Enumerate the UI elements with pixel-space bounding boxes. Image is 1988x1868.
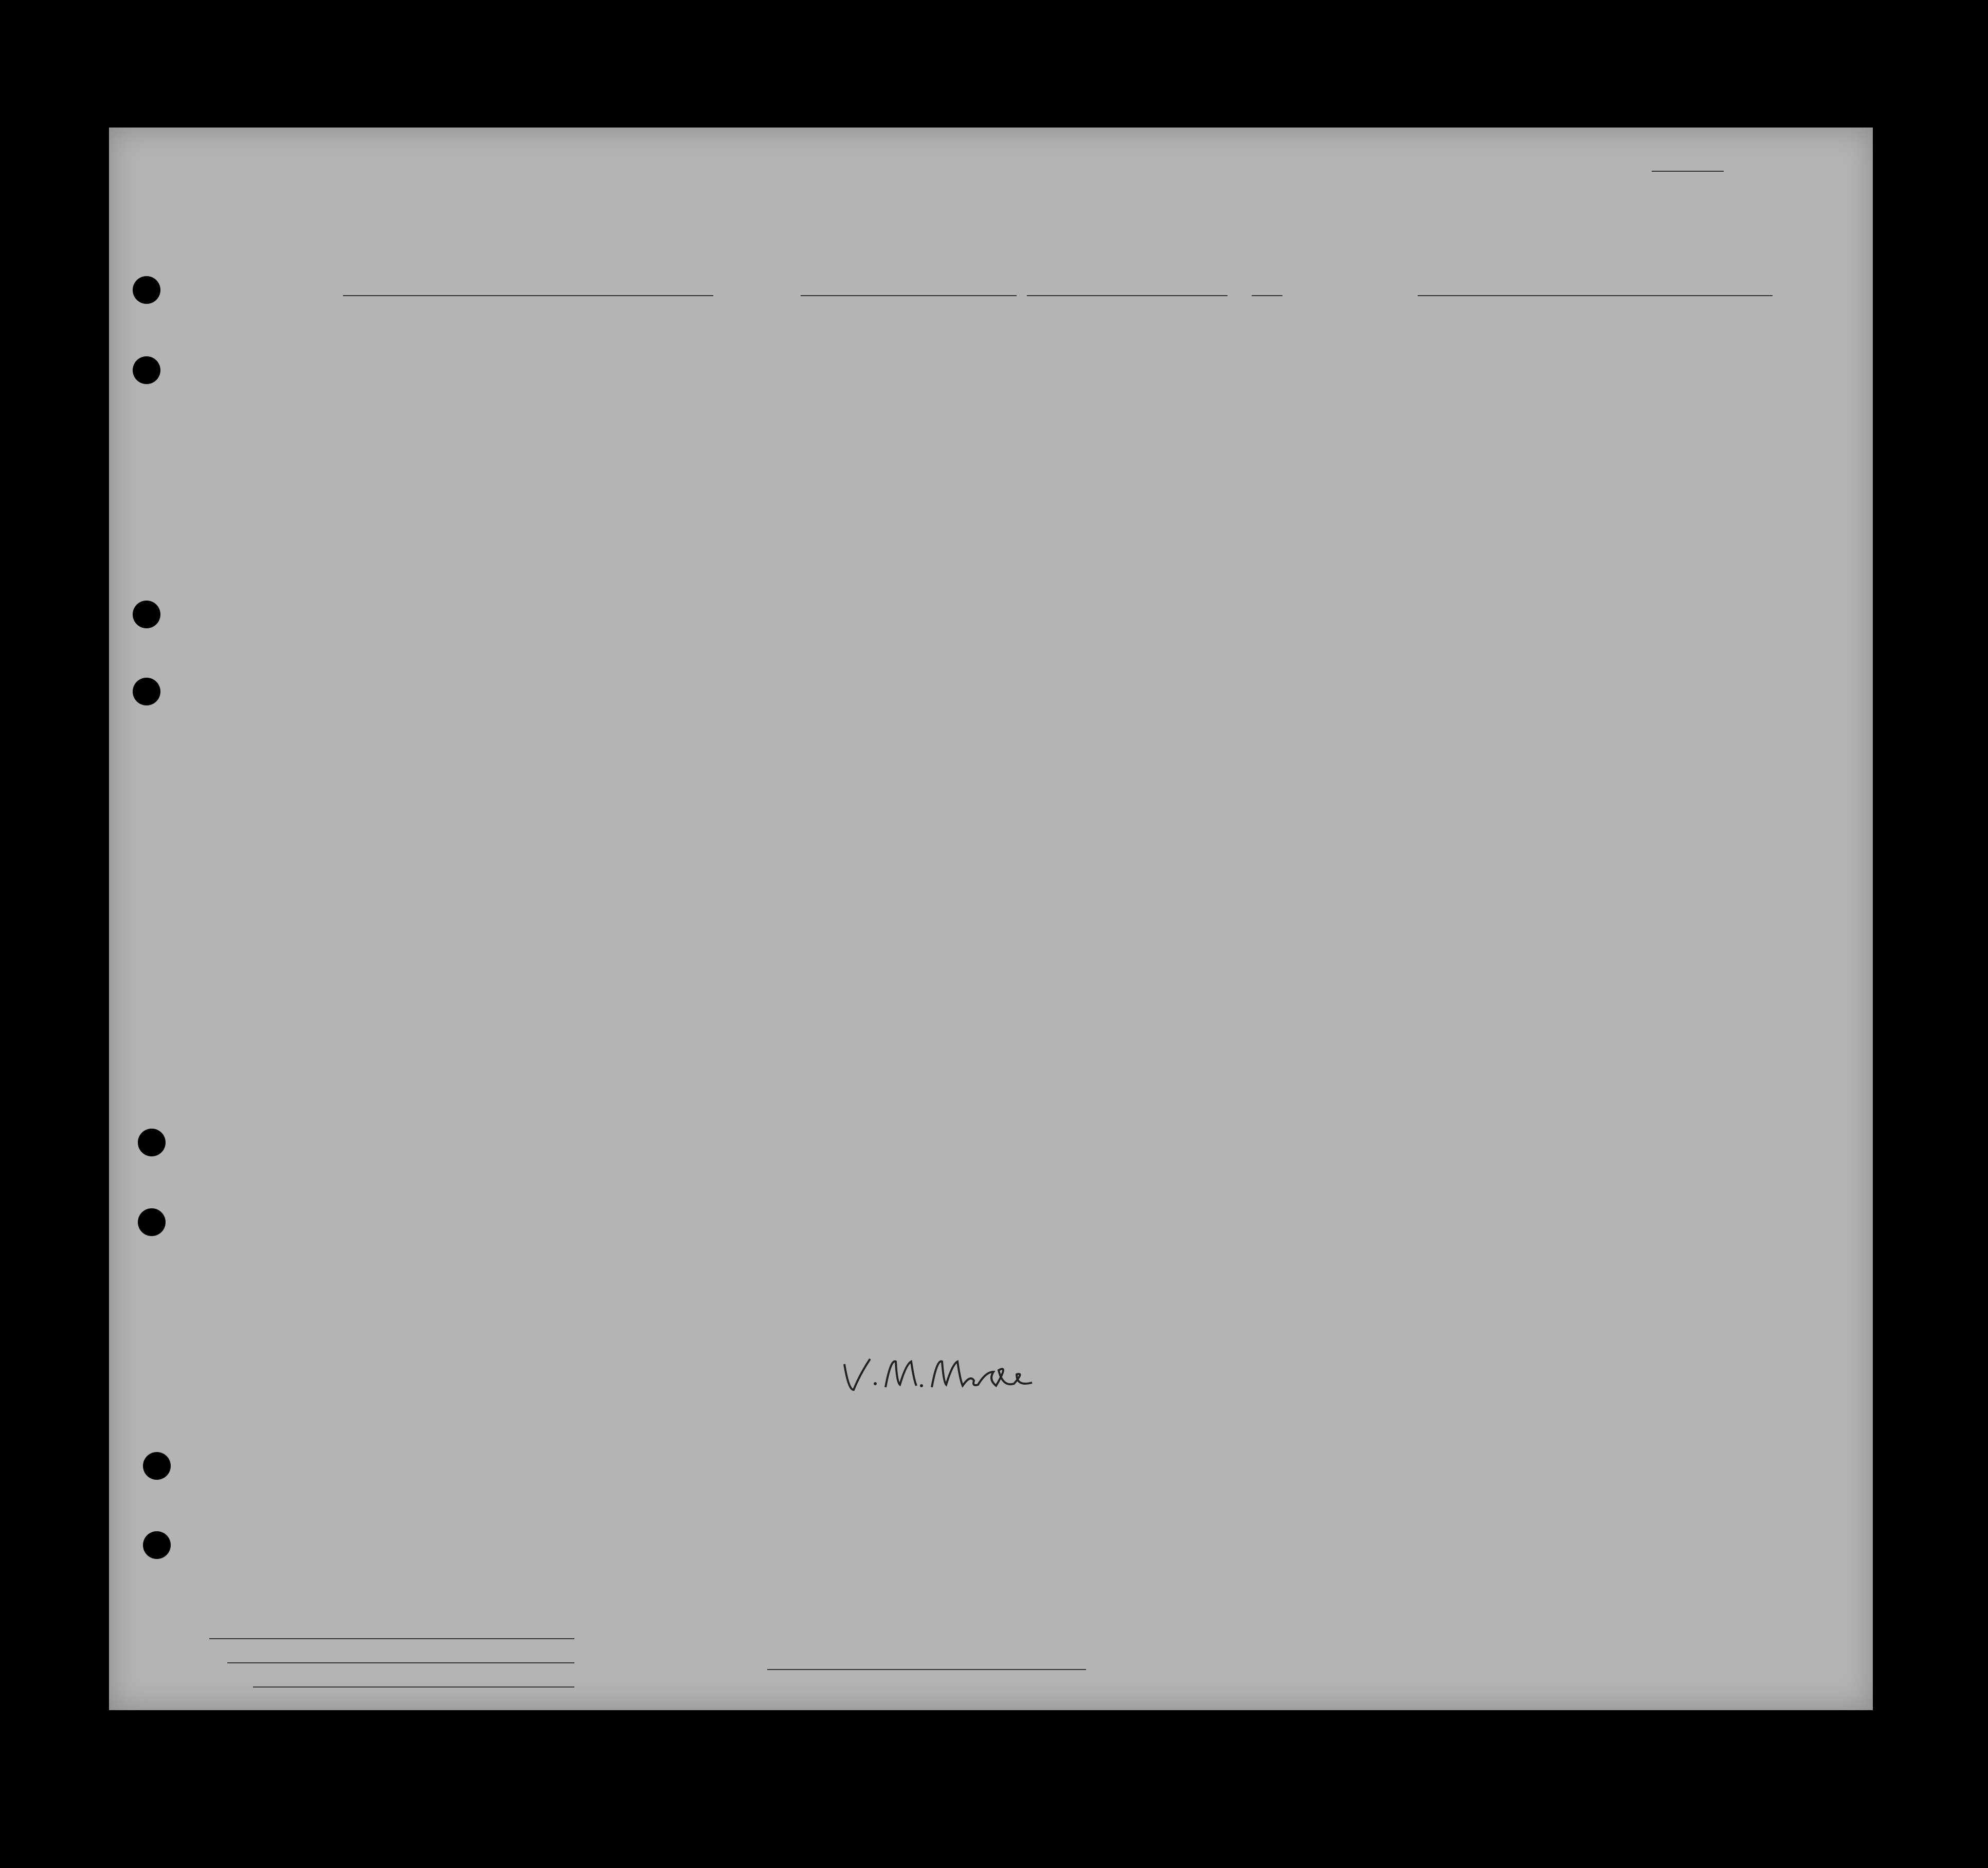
col4-header	[609, 325, 661, 332]
col13-header	[1281, 325, 1330, 341]
col14-header	[1330, 325, 1382, 341]
line-blank	[209, 1638, 574, 1639]
checkmarks	[572, 426, 675, 1351]
col16-header	[1487, 325, 1665, 332]
inspector-signature-blank	[767, 1669, 1086, 1670]
col12-header	[1188, 325, 1281, 341]
binder-hole	[143, 1452, 171, 1480]
binder-hole	[138, 1129, 166, 1156]
col5-header	[661, 325, 763, 337]
col6-header	[763, 325, 925, 334]
col11-header	[1094, 325, 1188, 341]
signature-graphic	[839, 1344, 1045, 1400]
binder-hole	[133, 356, 160, 384]
binder-hole	[133, 678, 160, 705]
col17-header	[1665, 325, 1788, 329]
local-agents-blank	[253, 1686, 574, 1688]
manifest-sheet	[109, 128, 1873, 1710]
col15-header	[1382, 325, 1487, 333]
binder-hole	[143, 1531, 171, 1559]
binder-hole	[133, 601, 160, 628]
binder-hole	[133, 276, 160, 304]
col3-header	[266, 325, 609, 337]
col10-header	[1051, 325, 1094, 341]
col8-header	[971, 325, 1017, 331]
owners-blank	[227, 1662, 574, 1663]
binder-hole	[138, 1208, 166, 1236]
signature	[839, 1344, 1045, 1400]
col1-header	[155, 325, 202, 332]
crew-table	[109, 128, 1873, 1710]
col9-header	[1017, 325, 1051, 341]
